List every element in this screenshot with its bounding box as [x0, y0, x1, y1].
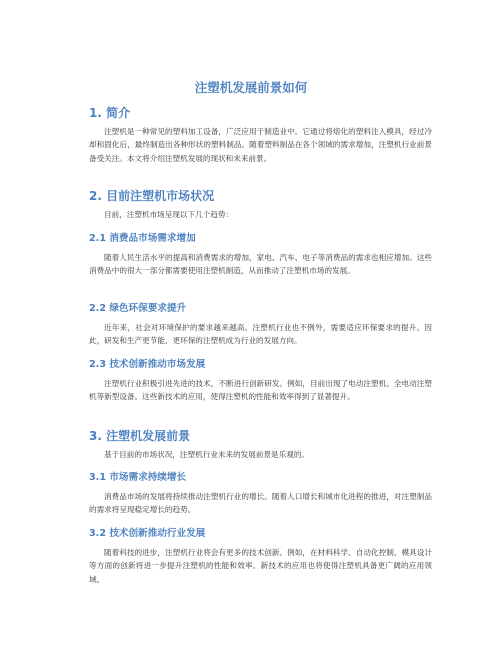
- section-paragraph-intro: 注塑机是一种常见的塑料加工设备，广泛应用于制造业中。它通过将熔化的塑料注入模具，经过冷却和固化后，最终制造出各种形状的塑料制品。随着塑料制品在各个领域的需求增加，注塑机行业前景备受关注。本文将介绍注塑机发展的现状和未来前景。: [89, 127, 432, 163]
- section-paragraph-prospects: 基于目前的市场状况，注塑机行业未来的发展前景是乐观的。: [104, 450, 310, 459]
- subsection-paragraph-green-environment: 近年来，社会对环境保护的要求越来越高。注塑机行业也不例外，需要适应环保要求的提升。因此，研发和生产更节能、更环保的注塑机成为行业的发展方向。: [89, 323, 432, 346]
- subsection-paragraph-market-growth: 消费品市场的发展将持续推动注塑机行业的增长。随着人口增长和城市化进程的推进，对注塑制品的需求将呈现稳定增长的趋势。: [89, 492, 432, 515]
- document-title: 注塑机发展前景如何: [194, 80, 308, 95]
- section-paragraph-market-status: 目前，注塑机市场呈现以下几个趋势：: [104, 210, 234, 219]
- section-heading-prospects: 3. 注塑机发展前景: [89, 429, 191, 443]
- subsection-paragraph-tech-innovation-industry: 随着科技的进步，注塑机行业将会有更多的技术创新。例如，在材料科学、自动化控制、模具设计等方面的创新将进一步提升注塑机的性能和效率。新技术的应用也将使得注塑机具备更广阔的应用领域。: [89, 548, 432, 584]
- subsection-paragraph-consumer-demand: 随着人民生活水平的提高和消费需求的增加，家电、汽车、电子等消费品的需求也相应增加。这些消费品中的很大一部分都需要使用注塑机制造，从而推动了注塑机市场的发展。: [89, 253, 432, 276]
- subsection-heading-tech-innovation-industry: 3.2 技术创新推动行业发展: [89, 528, 206, 539]
- subsection-heading-tech-innovation-market: 2.3 技术创新推动市场发展: [89, 359, 206, 370]
- subsection-heading-green-environment: 2.2 绿色环保要求提升: [89, 303, 187, 314]
- subsection-heading-consumer-demand: 2.1 消费品市场需求增加: [89, 233, 196, 244]
- subsection-heading-market-growth: 3.1 市场需求持续增长: [89, 472, 187, 483]
- subsection-paragraph-tech-innovation-market: 注塑机行业积极引进先进的技术，不断进行创新研发。例如，目前出现了电动注塑机、全电动注塑机等新型设备。这些新技术的应用，使得注塑机的性能和效率得到了显著提升。: [89, 379, 432, 402]
- section-heading-market-status: 2. 目前注塑机市场状况: [89, 189, 215, 203]
- section-heading-intro: 1. 简介: [89, 106, 131, 120]
